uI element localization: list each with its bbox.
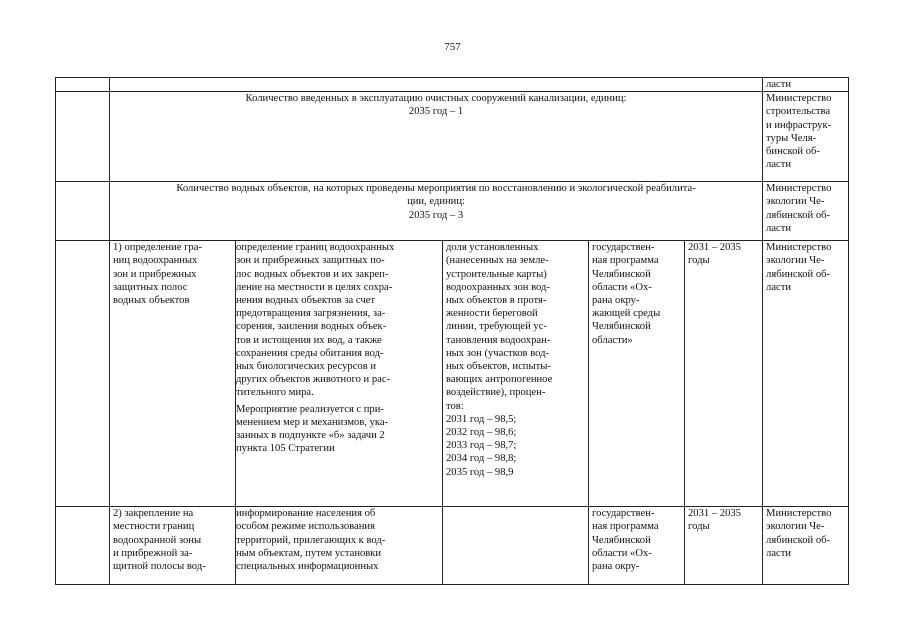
state-program: государствен- ная программа Челябинской области «Ох- рана окру- жающей среды Челябинской области»: [589, 241, 685, 507]
measure-indicator-cell: [443, 241, 589, 507]
indicator-row: [56, 182, 849, 241]
measure-name: 2) закрепление на местности границ водоохранной зоны и прибрежной за- щитной полосы вод-: [110, 507, 236, 585]
implementation-years: 2031 – 2035 годы: [685, 241, 763, 507]
ministry-cell: ласти: [763, 78, 849, 92]
measure-indicator: [443, 507, 589, 585]
indicator-value: 2035 год – 98,9: [446, 466, 514, 478]
ministry-cell: Министерство экологии Че- лябинской об- ласти: [763, 507, 849, 585]
implementation-years: 2031 – 2035 годы: [685, 507, 763, 585]
indicator-values-list: [446, 413, 585, 479]
measures-table: [55, 77, 849, 585]
number-cell: [56, 241, 110, 507]
measure-description-cell: [236, 241, 443, 507]
measure-description: информирование населения об особом режиме использования территорий, прилегающих к вод- ным объектам, путем установки специальных информационных: [236, 507, 443, 585]
ministry-cell: Министерство строительства и инфраструк- туры Челя- бинской об- ласти: [763, 92, 849, 182]
page-number: 757: [444, 41, 461, 53]
measure-indicator: доля установленных (нанесенных на земле- устроительные карты) водоохранных зон вод- ных объектов в протя- женности береговой линии, требующей ус- тановления водоохран- ных зон (участков вод- ных объектов, испыты- вающих антропогенное воздействие), процен- тов:: [446, 242, 553, 412]
indicator-value: 2032 год – 98,6;: [446, 427, 517, 439]
indicator-value: 2033 год – 98,7;: [446, 440, 517, 452]
measure-row: [56, 507, 849, 585]
number-cell: [56, 92, 110, 182]
state-program: государствен- ная программа Челябинской области «Ох- рана окру-: [589, 507, 685, 585]
indicator-row: [56, 92, 849, 182]
measure-mechanism-note: Мероприятие реализуется с при- менением мер и механизмов, ука- занных в подпункте «б» задачи 2 пункта 105 Стратегии: [236, 403, 389, 455]
indicator-value: 2031 год – 98,5;: [446, 413, 517, 425]
measure-row: [56, 241, 849, 507]
number-cell: [56, 507, 110, 585]
measure-description: определение границ водоохранных зон и прибрежных защитных по- лос водных объектов и их закреп- ление на местности в целях сохра- нения водных объектов за счет предотвращения загрязнения, за- сорения, заиления водных объек- тов и истощения их вод, а также сохранения среды обитания вод- ных биологических ресурсов и других объектов животного и рас- тительного мира.: [236, 242, 395, 399]
continuation-text-cell: [110, 78, 763, 92]
number-cell: [56, 182, 110, 241]
continuation-row: [56, 78, 849, 92]
number-cell: [56, 78, 110, 92]
indicator-text: Количество водных объектов, на которых проведены мероприятия по восстановлению и экологической реабилита- ции, единиц: 2035 год – 3: [110, 182, 763, 241]
ministry-cell: Министерство экологии Че- лябинской об- ласти: [763, 182, 849, 241]
ministry-cell: Министерство экологии Че- лябинской об- ласти: [763, 241, 849, 507]
measure-name: 1) определение гра- ниц водоохранных зон и прибрежных защитных полос водных объектов: [110, 241, 236, 507]
indicator-text: Количество введенных в эксплуатацию очистных сооружений канализации, единиц: 2035 год – 1: [110, 92, 763, 182]
indicator-value: 2034 год – 98,8;: [446, 453, 517, 465]
